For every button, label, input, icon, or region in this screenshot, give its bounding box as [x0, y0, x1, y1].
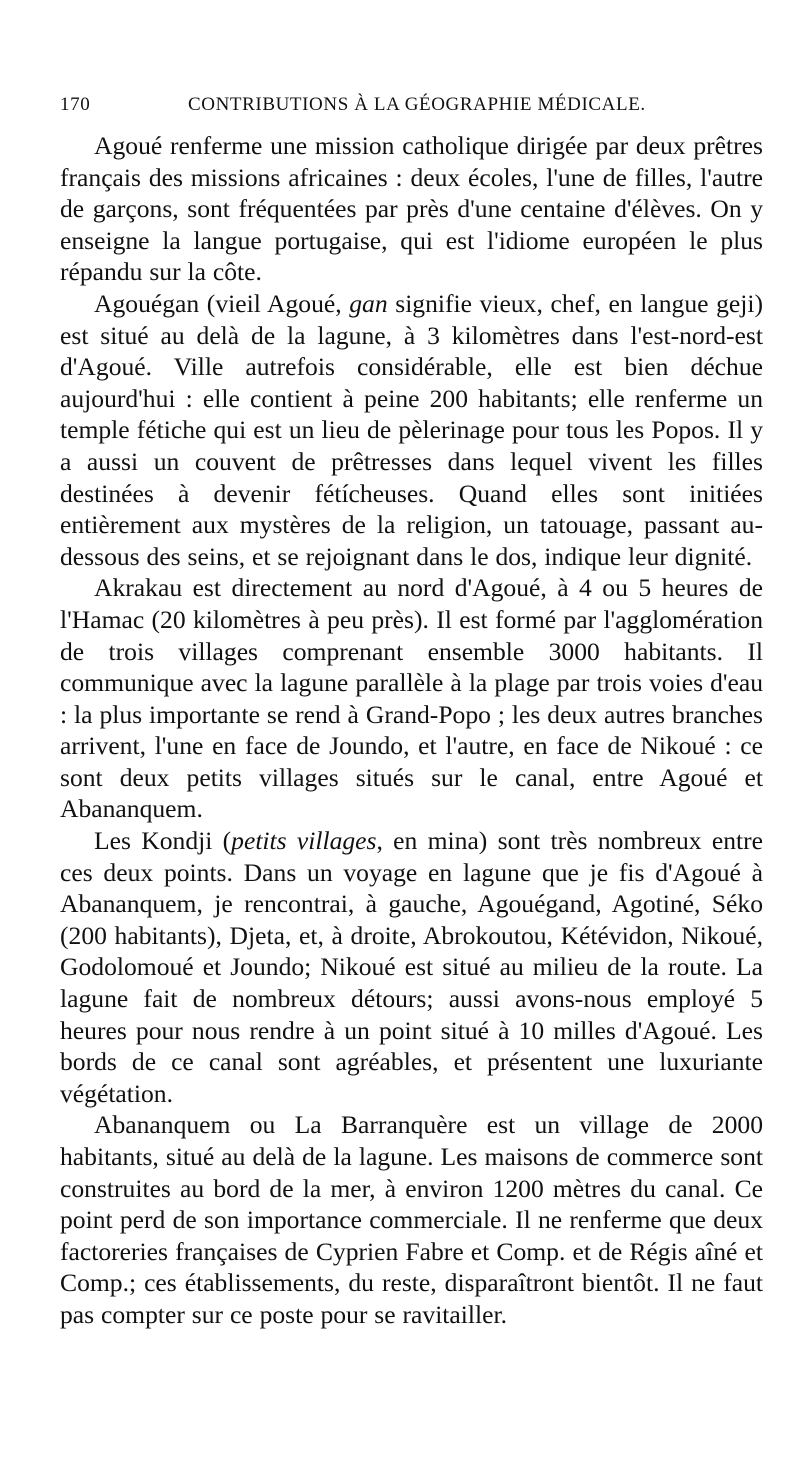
paragraph-agouegan-rest: signifie vieux, chef, en langue geji) est situé au delà de la lagune, à 3 kilomètres dans l'est-nord-est d'Agoué. Ville autrefois considérable, elle est bien déchue aujourd'hui : elle contient à peine 200 habitants; elle renferme un temple fétiche qui est un lieu de pèlerinage pour tous les Popos. Il y a aussi un couvent de prêtresses dans lequel vivent les filles destinées à devenir fétícheuses. Quand elles sont initiées entièrement aux mystères de la religion, un tatouage, passant au-dessous des seins, et se rejoignant dans le dos, indique leur dignité. [60, 288, 763, 571]
italic-term-gan: gan [349, 288, 388, 318]
page-number: 170 [60, 94, 91, 115]
paragraph-kondji-rest: , en mina) sont très nombreux entre ces deux points. Dans un voyage en lagune que je fis d'Agoué à Abananquem, je rencontrai, à gauche, Agouégand, Agotiné, Séko (200 habitants), Djeta, et, à droite, Abrokoutou, Kétévidon, Nikoué, Godolomoué et Joundo; Nikoué est situé au milieu de la route. La lagune fait de nombreux détours; aussi avons-nous employé 5 heures pour nous rendre à un point situé à 10 milles d'Agoué. Les bords de ce canal sont agréables, et présentent une luxuriante végétation. [60, 826, 764, 1108]
paragraph-agoue: Agoué renferme une mission catholique dirigée par deux prêtres français des missions africaines : deux écoles, l'une de filles, l'autre de garçons, sont fréquentées par près d'une centaine d'élèves. On y enseigne la langue portugaise, qui est l'idiome européen le plus répandu sur la côte. [60, 131, 763, 287]
paragraph-akrakau: Akrakau est directement au nord d'Agoué, à 4 ou 5 heures de l'Hamac (20 kilomètres à peu près). Il est formé par l'agglomération de trois villages comprenant ensemble 3000 habitants. Il communique avec la lagune parallèle à la plage par trois voies d'eau : la plus importante se rend à Grand-Popo ; les deux autres branches arrivent, l'une en face de Joundo, et l'autre, en face de Nikoué : ce sont deux petits villages situés sur le canal, entre Agoué et Abananquem. [60, 573, 763, 824]
paragraph-abananquem: Abananquem ou La Barranquère est un village de 2000 habitants, situé au delà de la lagune. Les maisons de commerce sont construites au bord de la mer, à environ 1200 mètres du canal. Ce point perd de son importance commerciale. Il ne renferme que deux factoreries françaises de Cyprien Fabre et Comp. et de Régis aîné et Comp.; ces établissements, du reste, disparaîtront bientôt. Il ne faut pas compter sur ce poste pour se ravitailler. [60, 1110, 763, 1329]
italic-term-petits-villages: petits villages [231, 826, 377, 856]
paragraph-kondji-start: Les Kondji ( [94, 826, 232, 856]
paragraph-agouegan [60, 288, 763, 572]
paragraph-kondji [60, 825, 763, 1109]
paragraph-agouegan-start: Agouégan (vieil Agoué, [94, 288, 350, 318]
body-text [60, 130, 763, 1331]
running-head: CONTRIBUTIONS À LA GÉOGRAPHIE MÉDICALE. [188, 94, 646, 115]
